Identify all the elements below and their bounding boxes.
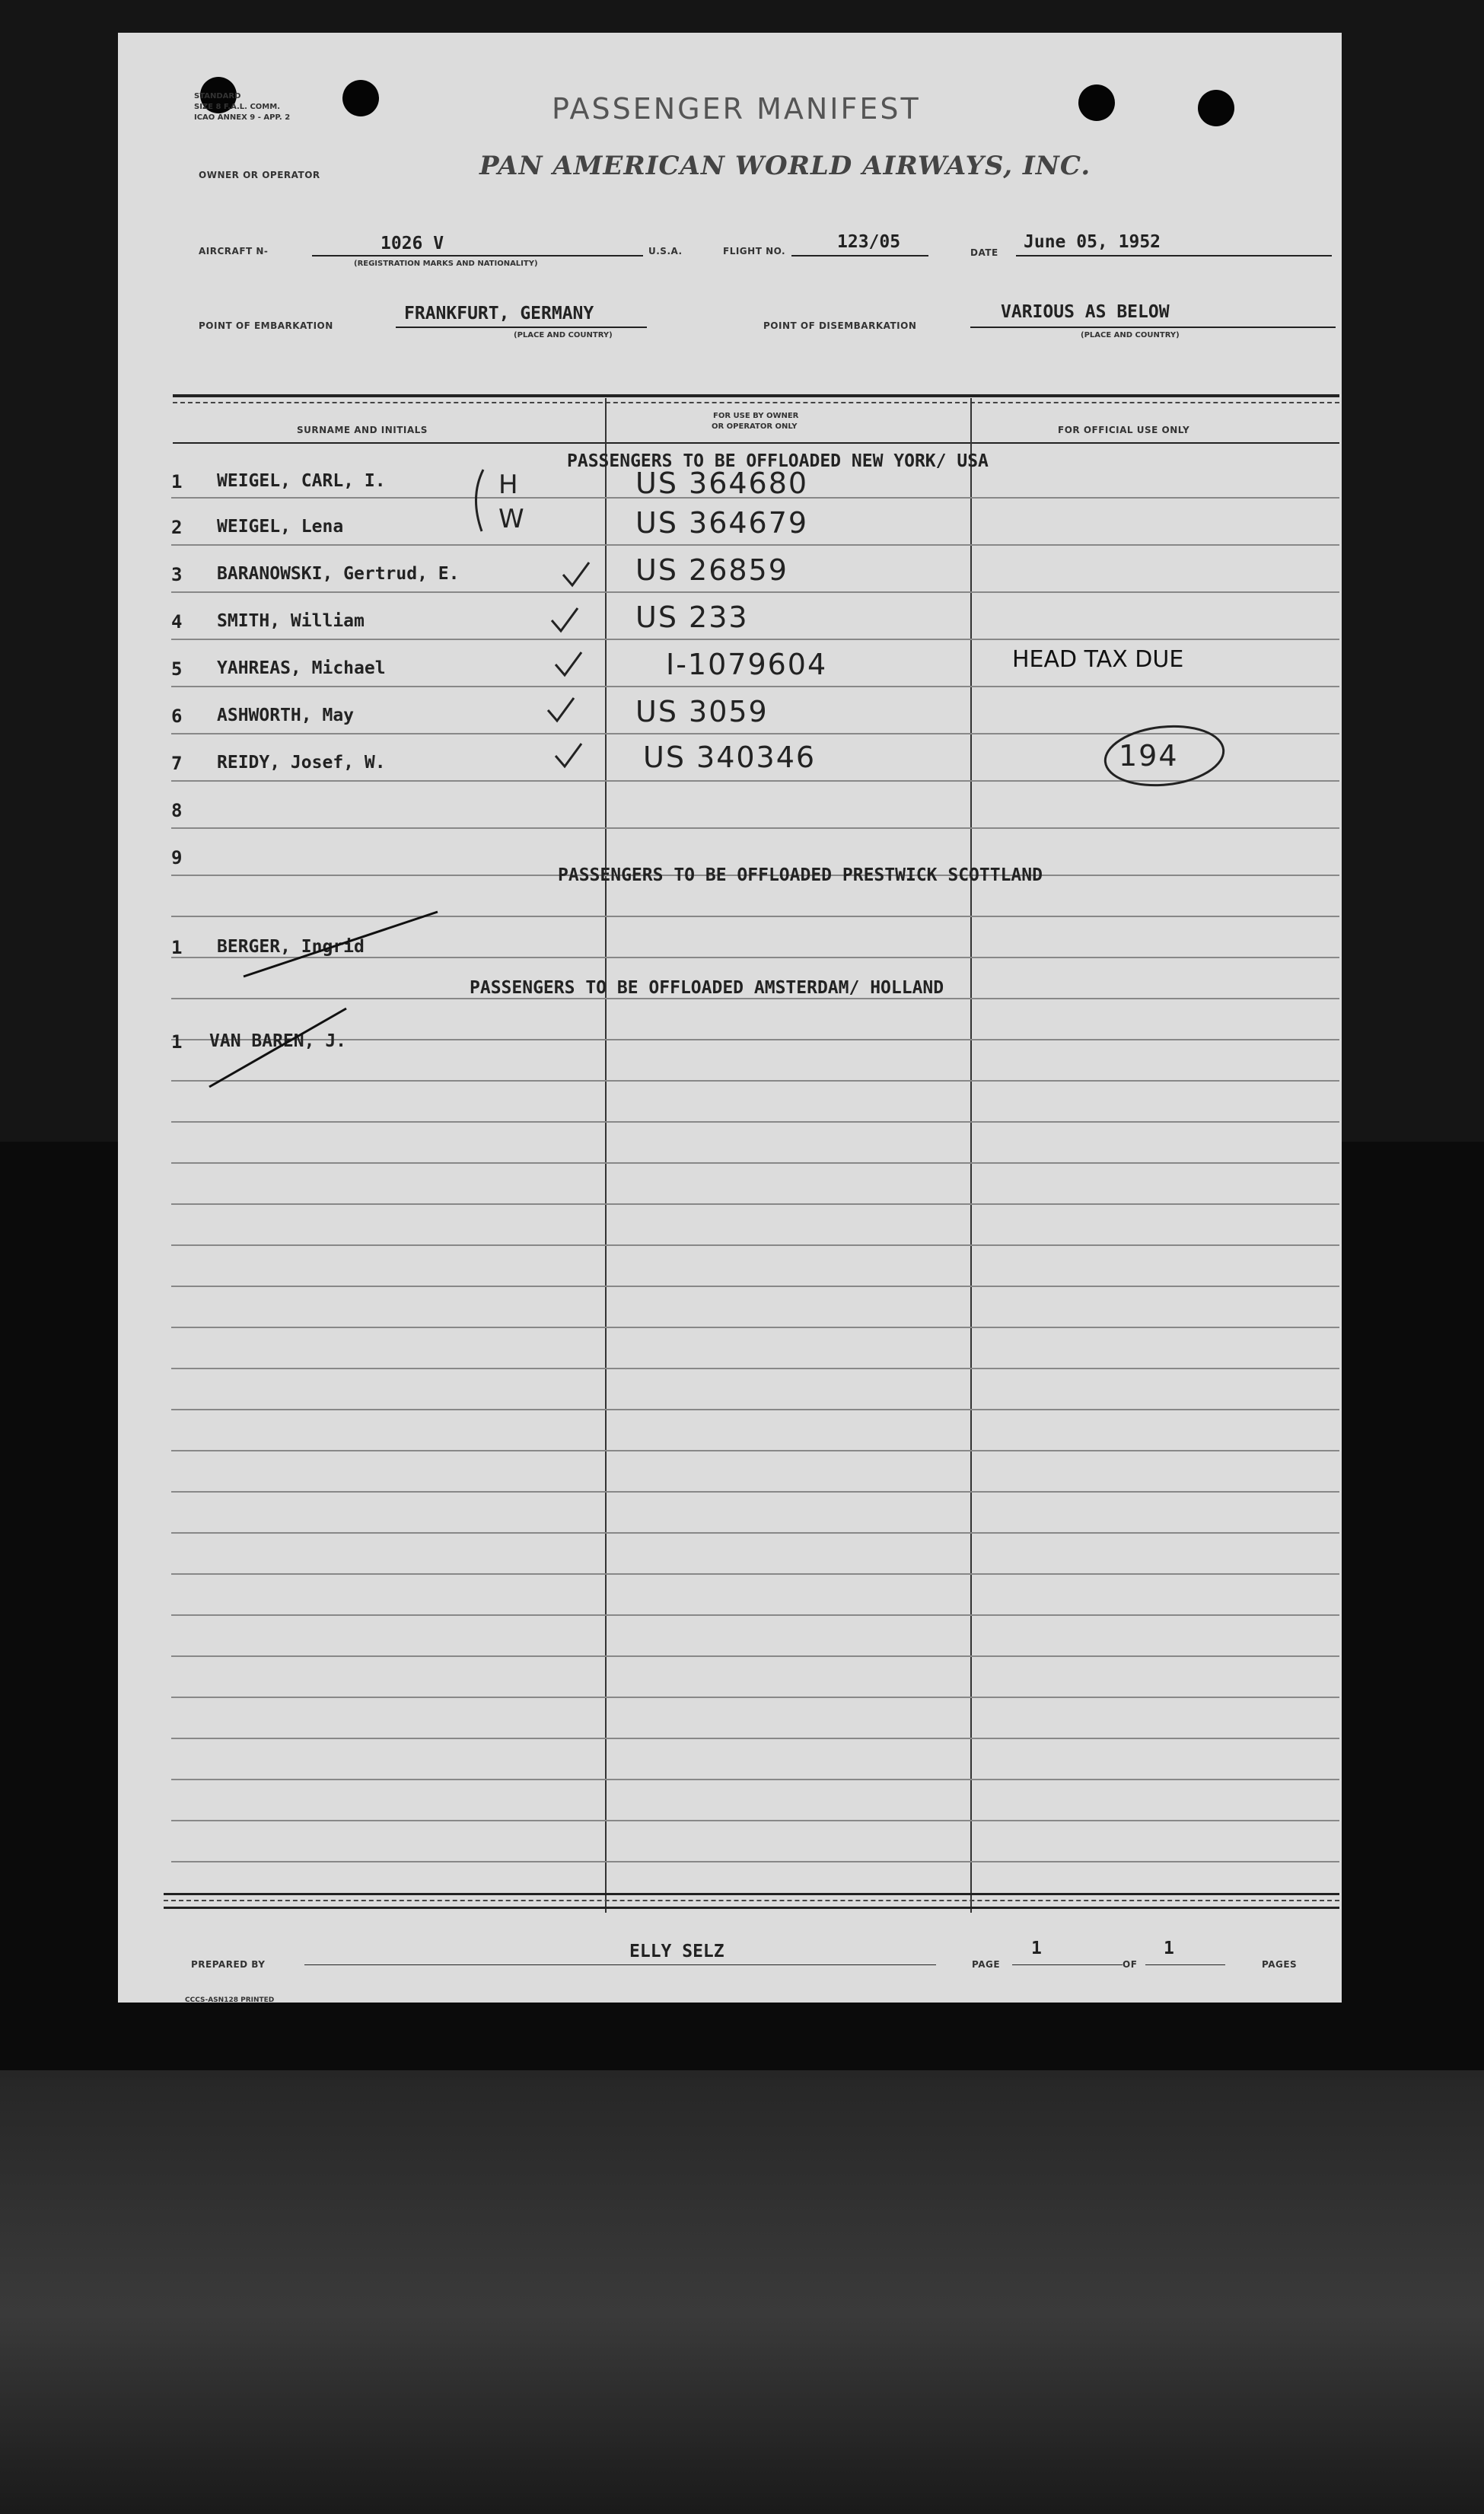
disembark-value: VARIOUS AS BELOW xyxy=(1001,302,1170,322)
of-label: OF xyxy=(1123,1959,1138,1970)
owner-label: OWNER OR OPERATOR xyxy=(199,170,320,180)
prepared-label: PREPARED BY xyxy=(191,1959,266,1970)
passenger-doc: US 340346 xyxy=(643,741,817,774)
passenger-name: WEIGEL, CARL, I. xyxy=(217,471,386,491)
bracket-letter: W xyxy=(498,504,524,534)
section-prestwick: PASSENGERS TO BE OFFLOADED PRESTWICK SCOTTLAND xyxy=(558,865,1043,885)
handwritten-marks xyxy=(118,33,1342,2003)
passenger-name: REIDY, Josef, W. xyxy=(217,753,386,773)
of-value: 1 xyxy=(1164,1939,1174,1958)
passenger-number: 9 xyxy=(171,847,183,868)
check-mark-icon xyxy=(563,562,589,585)
place-note-1: (PLACE AND COUNTRY) xyxy=(514,331,613,339)
flight-label: FLIGHT NO. xyxy=(723,246,786,256)
passenger-name: SMITH, William xyxy=(217,611,365,631)
section-new-york: PASSENGERS TO BE OFFLOADED NEW YORK/ USA xyxy=(567,451,989,471)
company-name: PAN AMERICAN WORLD AIRWAYS, INC. xyxy=(479,151,1091,181)
flight-value: 123/05 xyxy=(837,232,901,252)
head-tax-note: HEAD TAX DUE xyxy=(1012,646,1184,673)
prepared-value: ELLY SELZ xyxy=(629,1942,724,1961)
pages-label: PAGES xyxy=(1262,1959,1298,1970)
of-underline xyxy=(1145,1964,1225,1965)
check-mark-icon xyxy=(556,652,581,675)
passenger-number: 2 xyxy=(171,517,183,538)
date-value: June 05, 1952 xyxy=(1024,232,1161,252)
page-underline xyxy=(1012,1964,1123,1965)
passenger-name: WEIGEL, Lena xyxy=(217,517,344,537)
usa-label: U.S.A. xyxy=(648,246,683,256)
check-mark-icon xyxy=(548,698,574,721)
passenger-number: 5 xyxy=(171,658,183,680)
registration-note: (REGISTRATION MARKS AND NATIONALITY) xyxy=(354,260,538,268)
passenger-number: 7 xyxy=(171,753,183,774)
form-title: PASSENGER MANIFEST xyxy=(552,92,921,126)
column-official: FOR OFFICIAL USE ONLY xyxy=(1058,425,1190,435)
section-amsterdam: PASSENGERS TO BE OFFLOADED AMSTERDAM/ HOLLAND xyxy=(470,978,944,998)
corner-note-3: ICAO ANNEX 9 - APP. 2 xyxy=(194,113,291,122)
prestwick-name: BERGER, Ingrid xyxy=(217,937,365,957)
check-mark-icon xyxy=(552,608,578,631)
passenger-number: 8 xyxy=(171,800,183,821)
disembark-label: POINT OF DISEMBARKATION xyxy=(763,320,917,331)
column-owner-use-2: OR OPERATOR ONLY xyxy=(712,422,798,431)
circled-number: 194 xyxy=(1119,739,1179,773)
prepared-underline xyxy=(304,1964,936,1965)
strike-line xyxy=(209,1008,346,1087)
aircraft-label: AIRCRAFT N- xyxy=(199,246,269,256)
passenger-doc: US 364679 xyxy=(635,506,809,540)
date-label: DATE xyxy=(970,247,998,258)
passenger-name: BARANOWSKI, Gertrud, E. xyxy=(217,564,460,584)
print-stamp: CCCS-ASN128 PRINTED xyxy=(185,1996,275,2004)
scan-background-bottom xyxy=(0,2070,1484,2514)
embark-value: FRANKFURT, GERMANY xyxy=(404,304,594,323)
prestwick-number: 1 xyxy=(171,937,183,958)
corner-note-2: SIZE 8 F.A.L. COMM. xyxy=(194,103,281,111)
check-mark-icon xyxy=(556,744,581,766)
passenger-number: 3 xyxy=(171,564,183,585)
embark-label: POINT OF EMBARKATION xyxy=(199,320,333,331)
column-owner-use-1: FOR USE BY OWNER xyxy=(713,412,799,420)
passenger-doc: I-1079604 xyxy=(666,648,828,681)
bracket-letter: H xyxy=(498,470,518,500)
passenger-doc: US 364680 xyxy=(635,467,809,500)
page-label: PAGE xyxy=(972,1959,1001,1970)
page-value: 1 xyxy=(1031,1939,1042,1958)
circle-mark xyxy=(1102,721,1226,791)
place-note-2: (PLACE AND COUNTRY) xyxy=(1081,331,1180,339)
passenger-doc: US 233 xyxy=(635,601,749,634)
amsterdam-name: VAN BAREN, J. xyxy=(209,1031,347,1051)
passenger-number: 1 xyxy=(171,471,183,492)
passenger-number: 6 xyxy=(171,706,183,727)
aircraft-value: 1026 V xyxy=(381,234,444,253)
passenger-number: 4 xyxy=(171,611,183,632)
passenger-name: ASHWORTH, May xyxy=(217,706,355,725)
column-surname: SURNAME AND INITIALS xyxy=(297,425,428,435)
passenger-doc: US 3059 xyxy=(635,695,769,728)
passenger-name: YAHREAS, Michael xyxy=(217,658,386,678)
bracket-mark xyxy=(476,470,483,531)
corner-note-1: STANDARD xyxy=(194,92,241,100)
passenger-doc: US 26859 xyxy=(635,553,788,587)
strike-line xyxy=(244,912,438,977)
amsterdam-number: 1 xyxy=(171,1031,183,1053)
manifest-sheet xyxy=(118,33,1342,2003)
